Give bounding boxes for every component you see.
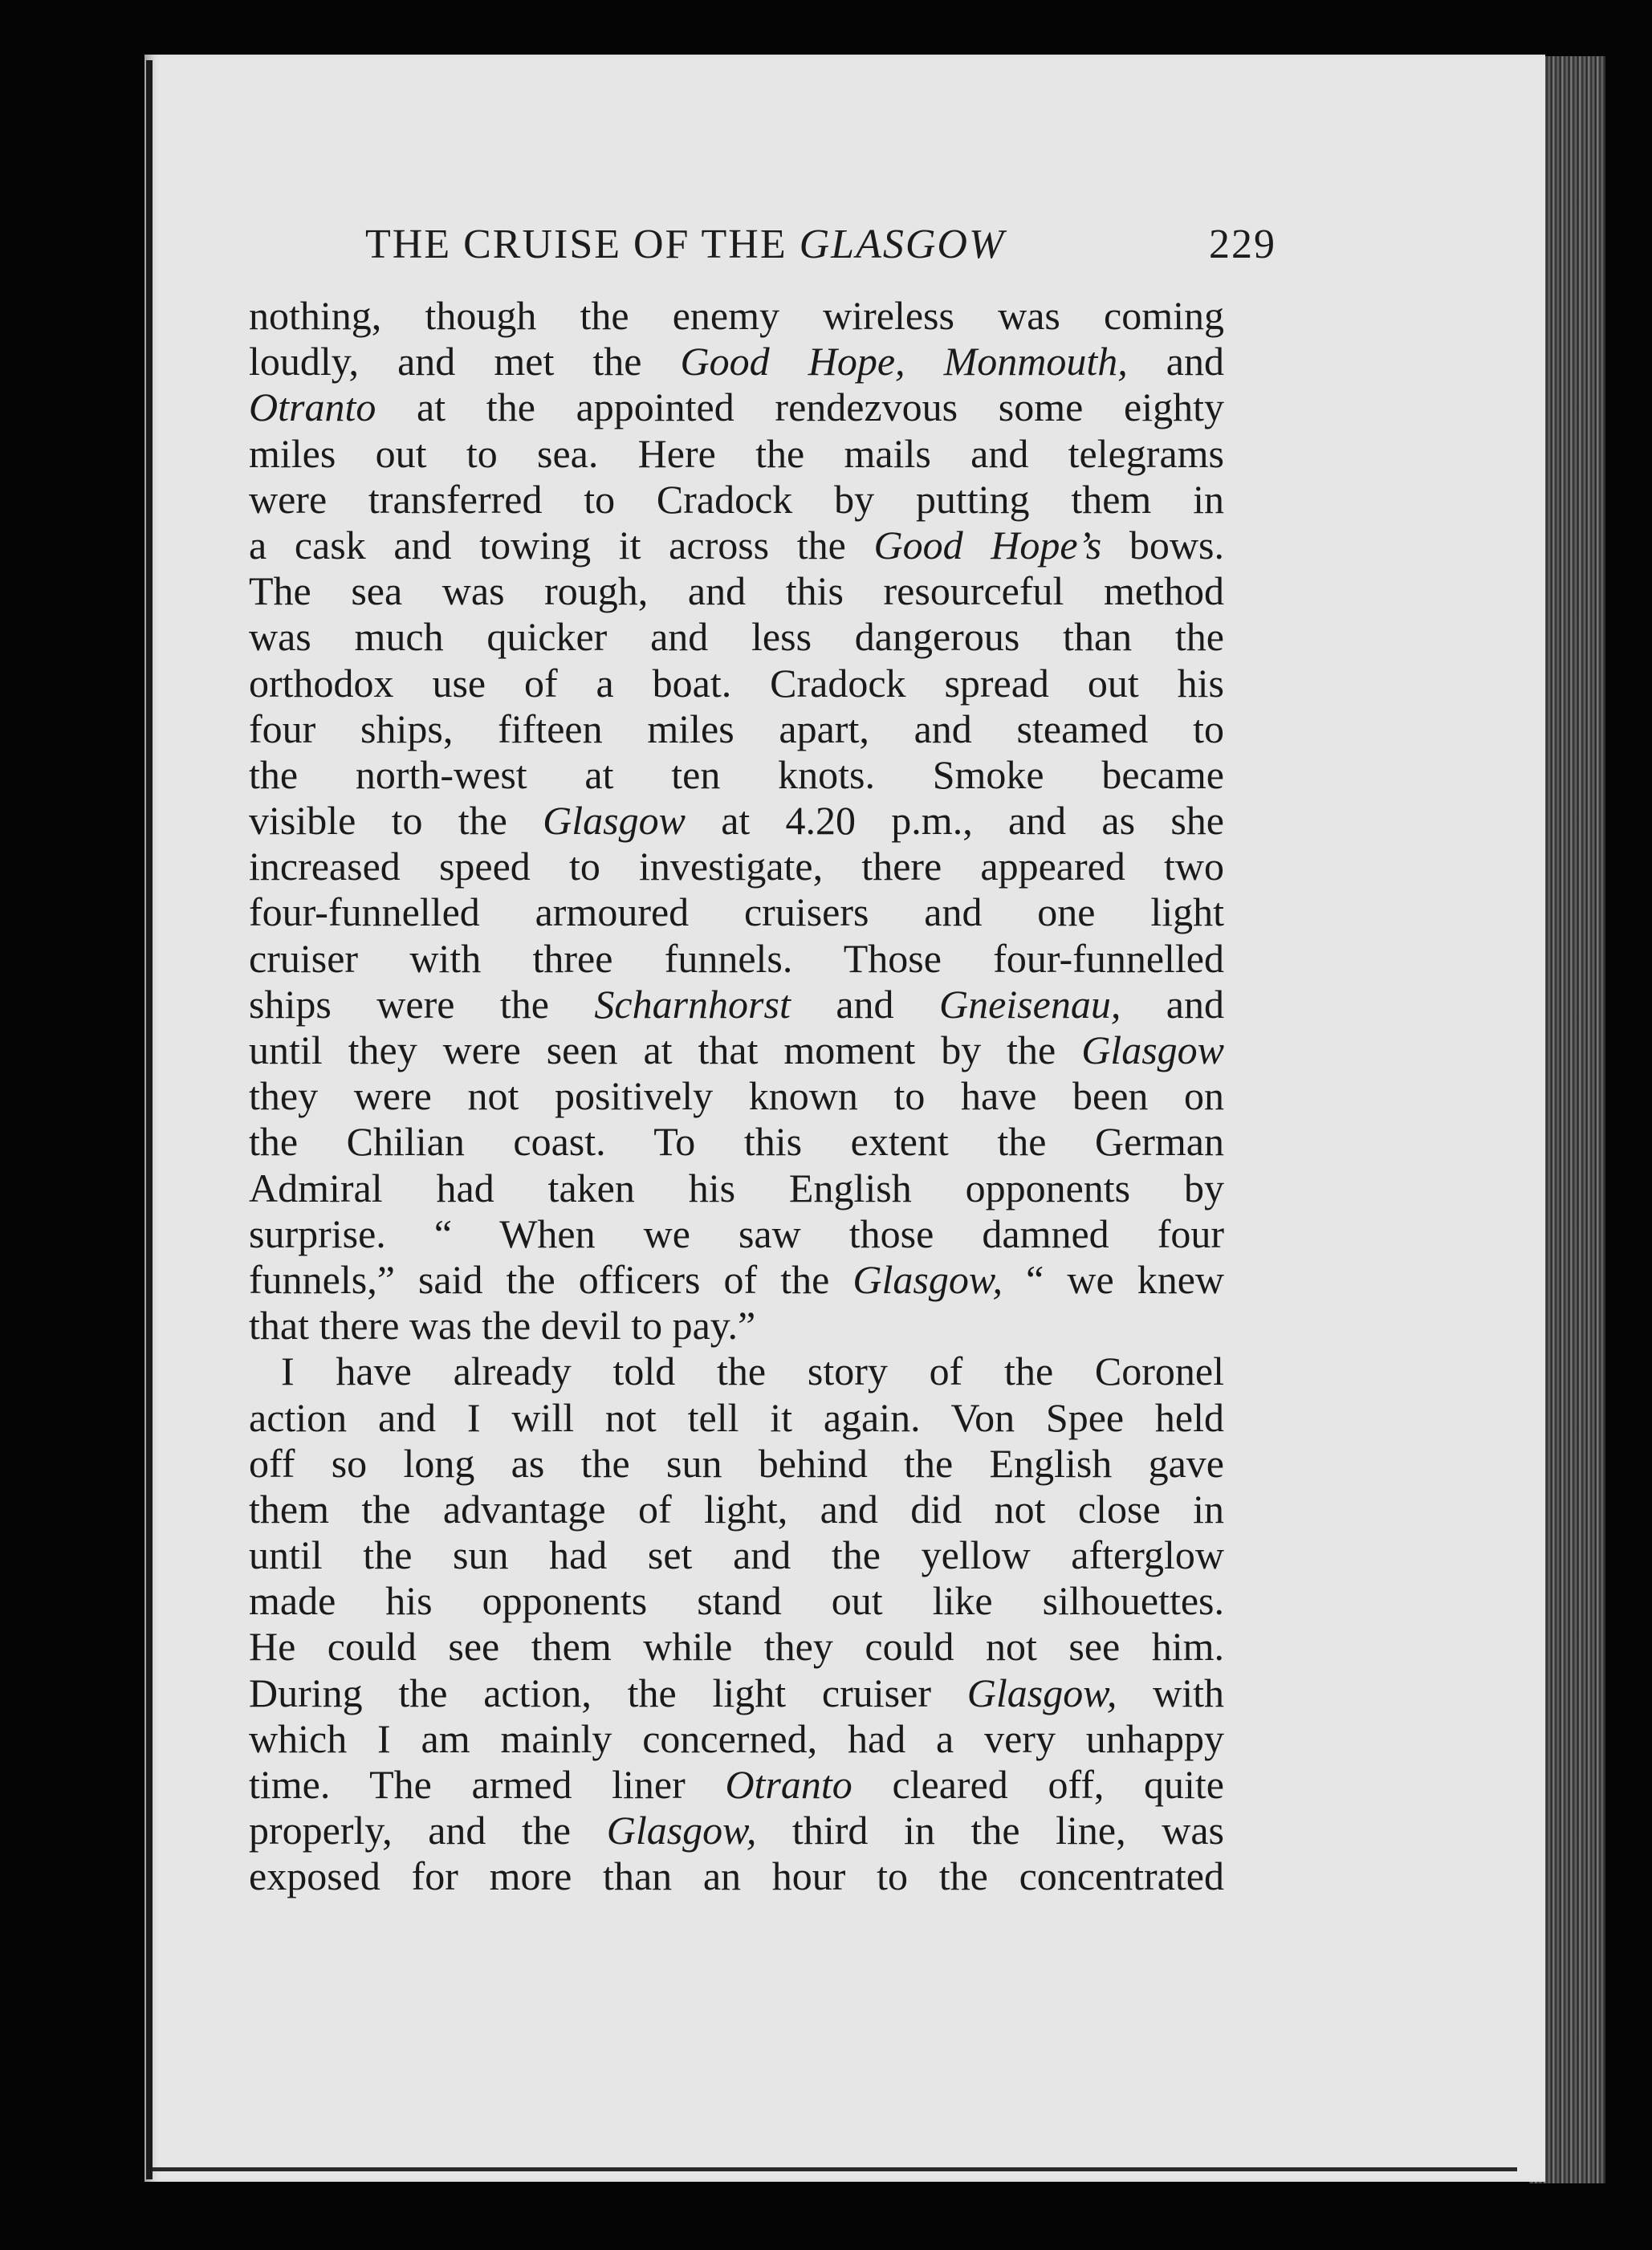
text-line: made his opponents stand out like silhouettes. — [249, 1578, 1224, 1624]
text-line: four ships, fifteen miles apart, and steamed to — [249, 706, 1224, 751]
text-line: surprise. “ When we saw those damned four — [249, 1210, 1224, 1256]
text-line: Admiral had taken his English opponents by — [249, 1165, 1224, 1210]
text-line: which I am mainly concerned, had a very unhappy — [249, 1715, 1224, 1761]
text-line: orthodox use of a boat. Cradock spread out his — [249, 660, 1224, 706]
text-line: properly, and the Glasgow, third in the line, was — [249, 1808, 1224, 1853]
text-line: them the advantage of light, and did not close in — [249, 1486, 1224, 1532]
text-line: until the sun had set and the yellow afterglow — [249, 1532, 1224, 1578]
text-line: the Chilian coast. To this extent the German — [249, 1119, 1224, 1165]
text-line: Otranto at the appointed rendezvous some eighty — [249, 384, 1224, 430]
page-number: 229 — [1209, 222, 1276, 267]
text-line: exposed for more than an hour to the concentrated — [249, 1853, 1224, 1899]
text-line: the north-west at ten knots. Smoke became — [249, 751, 1224, 797]
text-line: action and I will not tell it again. Von Spee held — [249, 1394, 1224, 1440]
body-text — [249, 293, 1224, 1900]
text-line: He could see them while they could not see him. — [249, 1624, 1224, 1670]
text-line: The sea was rough, and this resourceful method — [249, 568, 1224, 614]
text-line: cruiser with three funnels. Those four-funnelled — [249, 935, 1224, 981]
text-line: off so long as the sun behind the English gave — [249, 1440, 1224, 1486]
text-line: was much quicker and less dangerous than the — [249, 614, 1224, 660]
text-line: time. The armed liner Otranto cleared off, quite — [249, 1762, 1224, 1807]
running-head-title-prefix: THE CRUISE OF THE — [365, 222, 787, 267]
text-line: they were not positively known to have been on — [249, 1073, 1224, 1119]
text-line: During the action, the light cruiser Glasgow, with — [249, 1670, 1224, 1715]
text-line: funnels,” said the officers of the Glasgow, “ we knew — [249, 1256, 1224, 1302]
text-line: a cask and towing it across the Good Hope’s bows. — [249, 522, 1224, 568]
text-line: increased speed to investigate, there appeared two — [249, 844, 1224, 889]
text-line: nothing, though the enemy wireless was coming — [249, 293, 1224, 338]
text-line: that there was the devil to pay.” — [249, 1303, 756, 1349]
running-head-title — [365, 221, 1005, 268]
running-head — [365, 221, 1276, 277]
text-line: loudly, and met the Good Hope, Monmouth, and — [249, 339, 1224, 384]
running-head-title-ship: GLASGOW — [799, 222, 1006, 267]
text-line: four-funnelled armoured cruisers and one light — [249, 889, 1224, 935]
text-line: ships were the Scharnhorst and Gneisenau, and — [249, 981, 1224, 1027]
binding-shadow — [146, 60, 153, 2179]
text-line: until they were seen at that moment by the Glasgow — [249, 1027, 1224, 1072]
text-line: miles out to sea. Here the mails and telegrams — [249, 430, 1224, 476]
text-line: were transferred to Cradock by putting them in — [249, 476, 1224, 522]
text-line: I have already told the story of the Coronel — [281, 1349, 1224, 1394]
text-line: visible to the Glasgow at 4.20 p.m., and as she — [249, 798, 1224, 844]
page-bottom-edge — [153, 2167, 1517, 2171]
